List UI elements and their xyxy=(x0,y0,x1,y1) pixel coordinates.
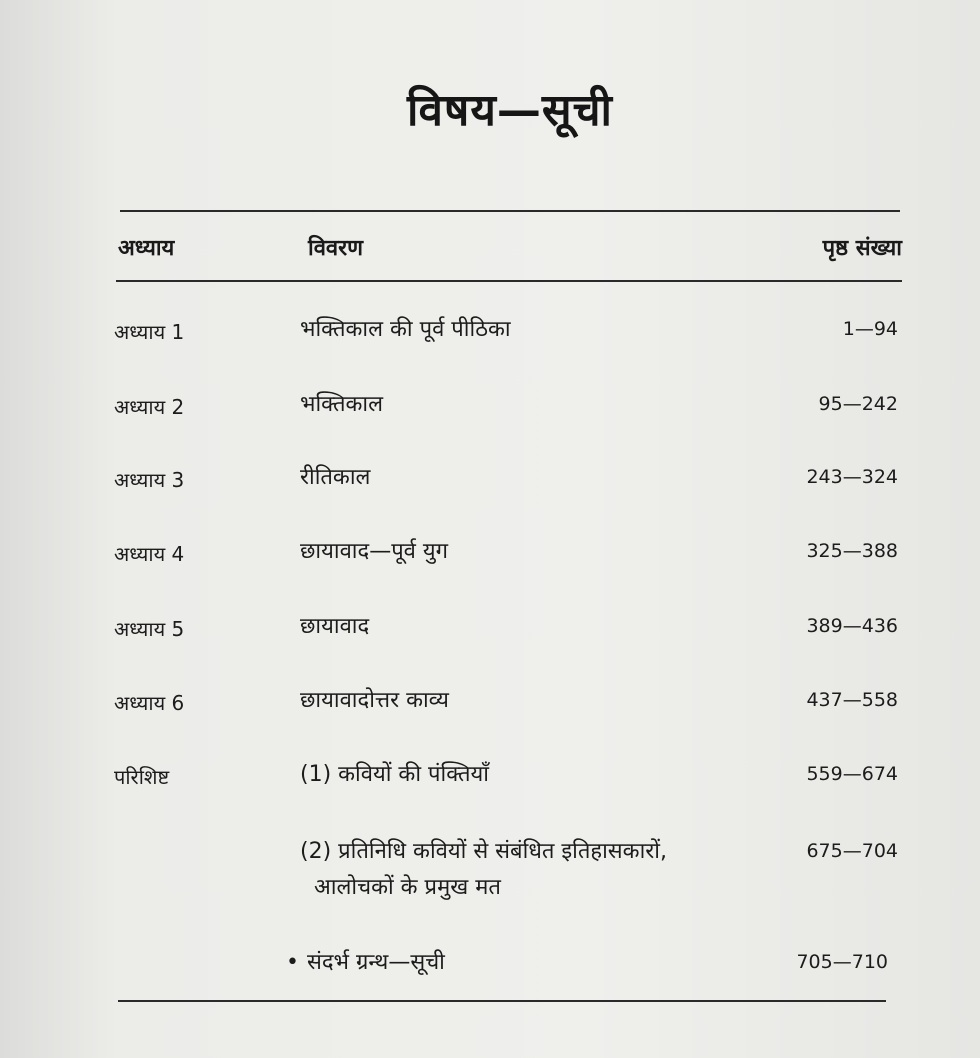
toc-page-range: 559—674 xyxy=(806,763,898,785)
toc-chapter: अध्याय 1 xyxy=(114,320,185,344)
toc-row xyxy=(0,763,980,823)
toc-description: भक्तिकाल की पूर्व पीठिका xyxy=(300,317,511,342)
toc-row xyxy=(0,318,980,378)
top-rule xyxy=(120,210,900,212)
toc-description-line2: आलोचकों के प्रमुख मत xyxy=(314,875,501,900)
toc-chapter: अध्याय 6 xyxy=(114,691,185,715)
bottom-rule xyxy=(118,1000,886,1002)
bullet-icon: • xyxy=(286,950,299,975)
toc-chapter: अध्याय 2 xyxy=(114,395,185,419)
toc-description-line1: (2) प्रतिनिधि कवियों से संबंधित इतिहासकारों, xyxy=(300,839,667,864)
toc-page-range: 389—436 xyxy=(806,615,898,637)
toc-row xyxy=(0,615,980,675)
toc-page-range: 1—94 xyxy=(842,318,898,340)
toc-row xyxy=(0,466,980,526)
toc-row xyxy=(0,689,980,749)
toc-description: छायावादोत्तर काव्य xyxy=(300,688,449,713)
toc-chapter: अध्याय 5 xyxy=(114,617,185,641)
header-chapter: अध्याय xyxy=(118,236,175,261)
toc-page-range: 437—558 xyxy=(806,689,898,711)
toc-description: छायावाद xyxy=(300,614,370,639)
toc-description: छायावाद—पूर्व युग xyxy=(300,539,449,564)
header-rule xyxy=(116,280,902,282)
toc-page-range: 95—242 xyxy=(818,393,898,415)
toc-row xyxy=(0,840,980,920)
toc-chapter: अध्याय 4 xyxy=(114,542,185,566)
toc-page-range: 243—324 xyxy=(806,466,898,488)
toc-description: (1) कवियों की पंक्तियाँ xyxy=(300,762,490,787)
toc-page-range: 675—704 xyxy=(806,840,898,862)
toc-row xyxy=(0,393,980,453)
toc-description xyxy=(286,945,756,981)
header-description: विवरण xyxy=(308,236,364,261)
toc-page-range: 325—388 xyxy=(806,540,898,562)
toc-description: रीतिकाल xyxy=(300,465,371,490)
header-page-number: पृष्ठ संख्या xyxy=(822,236,902,261)
toc-description-text: संदर्भ ग्रन्थ—सूची xyxy=(306,950,445,975)
toc-description xyxy=(300,834,770,906)
page-title: विषय—सूची xyxy=(407,85,613,136)
toc-chapter: परिशिष्ट xyxy=(114,765,170,789)
toc-description: भक्तिकाल xyxy=(300,392,384,417)
toc-chapter: अध्याय 3 xyxy=(114,468,185,492)
toc-row xyxy=(0,540,980,600)
toc-page-range: 705—710 xyxy=(796,951,888,973)
toc-row xyxy=(0,951,980,1011)
